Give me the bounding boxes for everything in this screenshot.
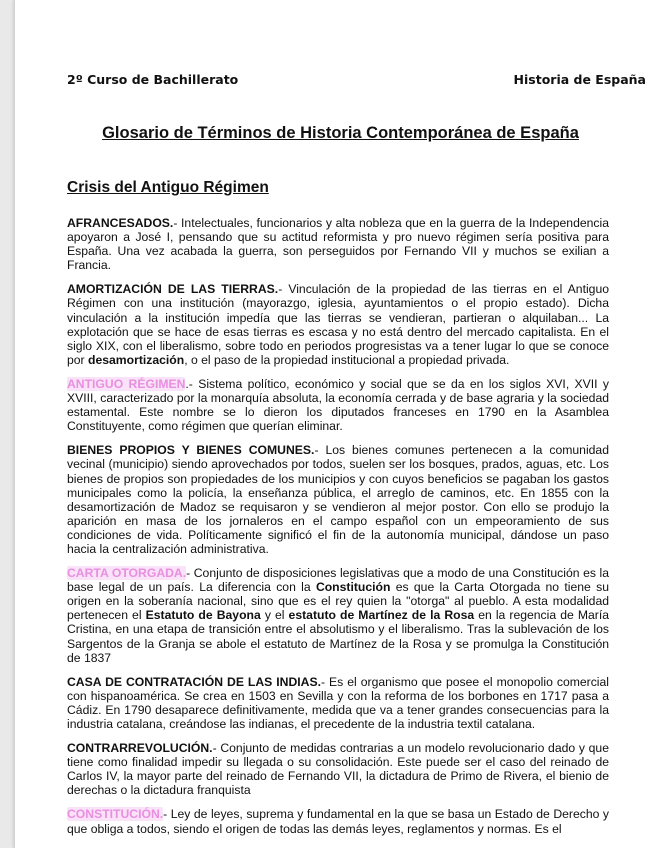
- definition-text: - Intelectuales, funcionarios y alta nobleza que en la guerra de la Independencia apoyaron a José I, pensando que su actitud reformista y pro nuevo régimen sería positiva para España. Una vez acabada la guerra, son perseguidos por Fernando VII y muchos se exilian a Francia.: [67, 216, 609, 273]
- glossary-term: CONTRARREVOLUCIÓN.: [67, 741, 213, 756]
- highlighted-term: CARTA OTORGADA.: [67, 566, 187, 581]
- highlighted-term: CONSTITUCIÓN.: [67, 807, 164, 822]
- glossary-entry: [67, 741, 609, 797]
- glossary-term: CASA DE CONTRATACIÓN DE LAS INDIAS.: [67, 674, 321, 689]
- bold-phrase: Estatuto de Bayona: [145, 608, 261, 623]
- glossary-list: [67, 216, 609, 846]
- course-label: 2º Curso de Bachillerato: [67, 72, 239, 87]
- definition-text: - Vinculación de la propiedad de las tierras en el Antiguo Régimen con una institución (mayorazgo, iglesia, ayuntamientos o el propio estado). Dicha vinculación a la institución impedía que las tierras se vendieran, partieran o alquilaban... La explotación que se hace de esas tierras es escasa y no está dentro del mercado capitalista. En el siglo XIX, con el liberalismo, sobre todo en periodos progresistas va a tener lugar lo que se conoce por: [67, 282, 610, 367]
- document-page: [14, 0, 665, 848]
- definition-text: - Conjunto de disposiciones legislativas que a modo de una Constitución es la base legal de un país. La diferencia con la: [67, 566, 609, 595]
- glossary-entry: [67, 566, 609, 665]
- glossary-entry: [67, 377, 609, 433]
- page-header: [67, 72, 646, 87]
- definition-text: es que la Carta Otorgada no tiene su origen en la soberanía nacional, sino que es el rey quien la "otorga" al pueblo. A esta modalidad pertenecen el: [67, 580, 609, 623]
- page-title: Glosario de Términos de Historia Contemporánea de España: [102, 124, 579, 142]
- glossary-term: BIENES PROPIOS Y BIENES COMUNES.: [67, 443, 315, 458]
- glossary-entry: [67, 282, 609, 367]
- highlighted-term: ANTIGUO RÉGIMEN: [67, 376, 186, 391]
- definition-text: , o el paso de la propiedad institucional a propiedad privada.: [184, 352, 510, 367]
- definition-text: - Es el organismo que posee el monopolio comercial con hispanoamérica. Se crea en 1503 en Sevilla y con la reforma de los borbones en 1717 pasa a Cádiz. En 1790 desaparece definitivamente, medida que va a tener grandes consecuencias para la industria catalana, creándose las indianas, el precedente de la industria textil catalana.: [67, 674, 609, 731]
- glossary-entry: [67, 443, 609, 556]
- glossary-entry: [67, 216, 609, 272]
- glossary-entry: [67, 807, 609, 835]
- definition-text: y el: [260, 608, 289, 623]
- definition-text: .- Sistema político, económico y social que se da en los siglos XVI, XVII y XVIII, caracterizado por la monarquía absoluta, la economía cerrada y de base agraria y la sociedad estamental. Este nombre se lo dieron los diputados franceses en 1790 en la Asamblea Constituyente, como régimen que querían eliminar.: [67, 376, 610, 434]
- bold-phrase: estatuto de Martínez de la Rosa: [288, 608, 475, 623]
- bold-phrase: desamortización: [88, 352, 185, 367]
- definition-text: - Conjunto de medidas contrarias a un modelo revolucionario dado y que tiene como finalidad impedir su llegada o su consolidación. Este puede ser el caso del reinado de Carlos IV, la mayor parte del reinado de Fernando VII, la dictadura de Primo de Rivera, el bienio de derechas o la dictadura franquista: [67, 741, 609, 798]
- definition-text: en la regencia de María Cristina, en una etapa de transición entre el absolutismo y el liberalismo. Tras la sublevación de los Sargentos de la Granja se abole el estatuto de Martínez de la Rosa y se promulga la Constitución de 1837: [67, 608, 609, 665]
- definition-text: - Los bienes comunes pertenecen a la comunidad vecinal (municipio) siendo aprovechados por todos, suelen ser los bosques, prados, aguas, etc. Los bienes de propios son propiedades de los municipios y con cuyos beneficios se pagaban los gastos municipales como la policía, la enseñanza pública, el arreglo de caminos, etc. En 1855 con la desamortización de Madoz se requisaron y se vendieron al mejor postor. Con ello se produjo la aparición en masa de los jornaleros en el campo español con un empeoramiento de sus condiciones de vida. Políticamente significó el fin de la autonomía municipal, dándose un paso hacia la centralización administrativa.: [67, 443, 609, 556]
- definition-text: - Ley de leyes, suprema y fundamental en la que se basa un Estado de Derecho y que obliga a todos, siendo el origen de todas las demás leyes, reglamentos y normas. Es el: [67, 807, 609, 836]
- glossary-term: AFRANCESADOS.: [67, 216, 174, 230]
- bold-phrase: Constitución: [315, 580, 391, 595]
- section-heading: Crisis del Antiguo Régimen: [67, 179, 269, 196]
- glossary-term: AMORTIZACIÓN DE LAS TIERRAS.: [67, 282, 279, 297]
- subject-label: Historia de España: [513, 72, 646, 87]
- glossary-entry: [67, 675, 609, 731]
